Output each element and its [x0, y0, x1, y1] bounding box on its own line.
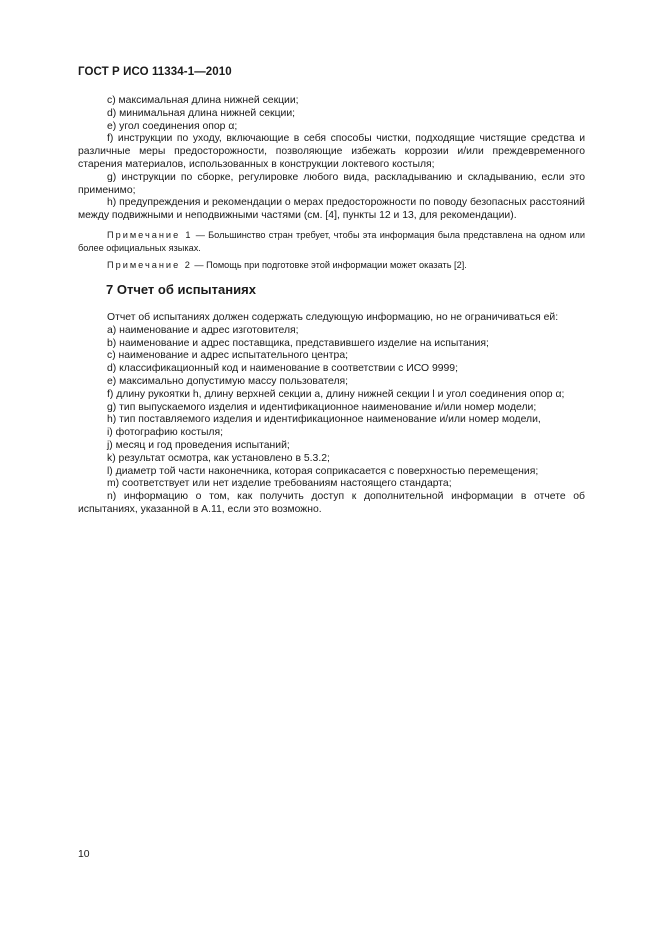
list-item: a) наименование и адрес изготовителя;: [107, 324, 299, 336]
list-item: f) длину рукоятки h, длину верхней секции a, длину нижней секции l и угол соединения опор α;: [107, 388, 565, 400]
list-item: b) наименование и адрес поставщика, представившего изделие на испытания;: [107, 337, 489, 349]
list-item: e) угол соединения опор α;: [107, 120, 238, 132]
list-item: n) информацию о том, как получить доступ к дополнительной информации в отчете об испытаниях, указанной в А.11, если это возможно.: [78, 491, 585, 515]
list-item: k) результат осмотра, как установлено в 5.3.2;: [107, 452, 330, 464]
section-intro: Отчет об испытаниях должен содержать следующую информацию, но не ограничиваться ей:: [107, 312, 559, 323]
page-number: 10: [78, 849, 90, 860]
note-label: Примечание 2: [107, 260, 192, 271]
note-text: — Большинство стран требует, чтобы эта информация была представлена на одном или более официальных языках.: [78, 230, 585, 253]
list-item: m) соответствует или нет изделие требованиям настоящего стандарта;: [107, 478, 452, 490]
list-item: c) наименование и адрес испытательного центра;: [107, 350, 349, 362]
list-item: c) максимальная длина нижней секции;: [107, 95, 299, 106]
list-item: f) инструкции по уходу, включающие в себя способы чистки, подходящие чистящие средства и различные меры предосторожности, позволяющие избежать коррозии и/или преждевременного старения материалов, использованных в конструкции локтевого костыля;: [78, 133, 585, 170]
note-1: [78, 229, 585, 254]
list-item: h) предупреждения и рекомендации о мерах предосторожности по поводу безопасных расстояний между подвижными и неподвижными частями (см. [4], пункты 12 и 13, для рекомендации).: [78, 197, 585, 222]
section-heading: 7 Отчет об испытаниях: [106, 282, 256, 297]
test-report-list: [78, 312, 585, 517]
list-item: l) диаметр той части наконечника, которая соприкасается с поверхностью перемещения;: [107, 465, 539, 477]
instructions-list: [78, 95, 585, 223]
list-item: e) максимально допустимую массу пользователя;: [107, 375, 349, 387]
list-item: d) минимальная длина нижней секции;: [107, 107, 296, 119]
document-header: ГОСТ Р ИСО 11334-1—2010: [78, 66, 232, 78]
list-item: j) месяц и год проведения испытаний;: [107, 439, 290, 451]
list-item: g) инструкции по сборке, регулировке любого вида, раскладыванию и складыванию, если это применимо;: [78, 171, 585, 196]
note-text: — Помощь при подготовке этой информации может оказать [2].: [191, 260, 467, 271]
list-item: g) тип выпускаемого изделия и идентификационное наименование и/или номер модели;: [107, 401, 537, 413]
note-2: [78, 259, 585, 272]
list-item: d) классификационный код и наименование в соответствии с ИСО 9999;: [107, 363, 458, 375]
note-label: Примечание 1: [107, 230, 193, 240]
notes-block: [78, 229, 585, 272]
list-item: i) фотографию костыля;: [107, 427, 223, 439]
list-item: h) тип поставляемого изделия и идентификационное наименование и/или номер модели,: [107, 414, 541, 426]
